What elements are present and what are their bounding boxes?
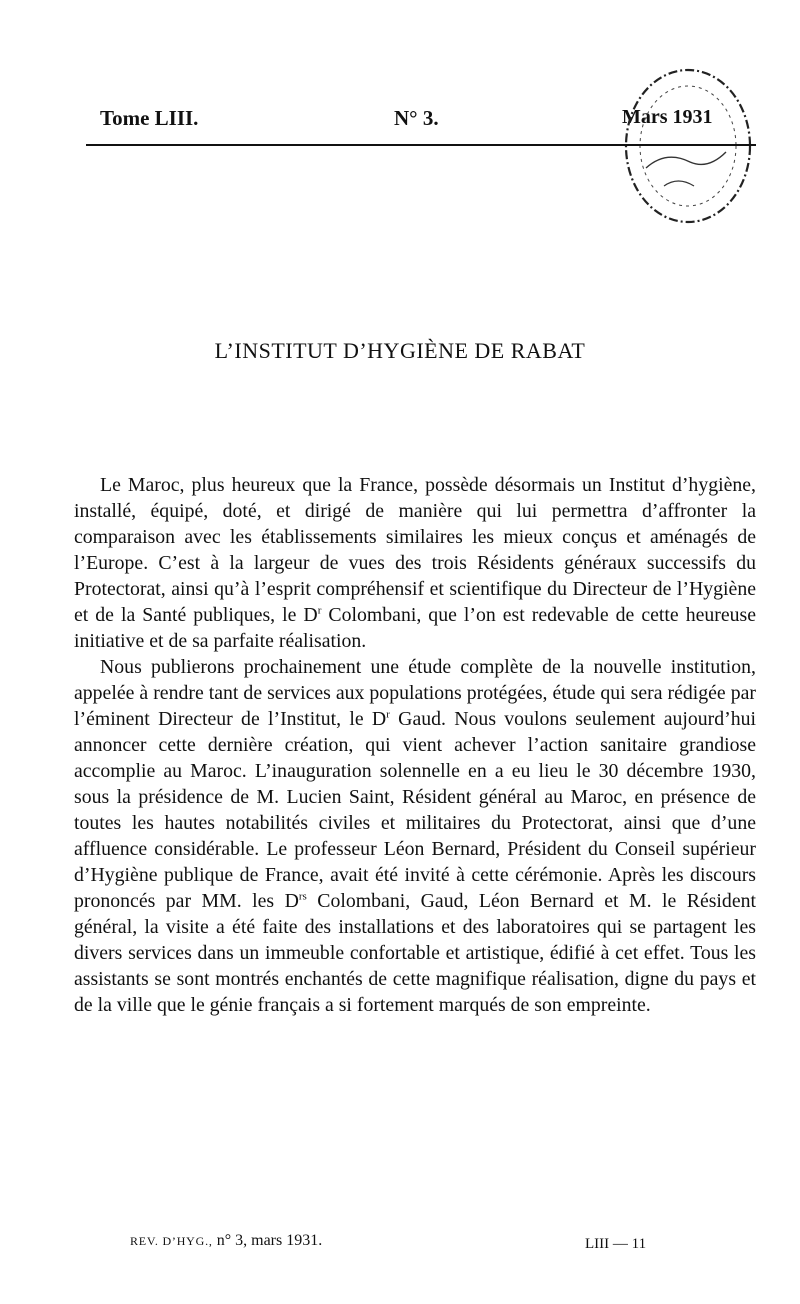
issue-number: N° 3. — [394, 106, 439, 130]
article-body — [74, 472, 756, 1018]
library-stamp — [616, 58, 756, 228]
journal-reference: REV. D’HYG., n° 3, mars 1931. — [130, 1232, 323, 1249]
paragraph-2: Nous publierons prochainement une étude complète de la nouvelle institution, appelée à rendre tant de services aux populations protégées, étude qui sera rédigée par l’éminent Directeur de l’Institut, le $D^r$ Gaud. Nous voulons seulement aujourd’hui annoncer cette dernière création, qui vient achever l’action sanitaire grandiose accomplie au Maroc. L’inauguration solennelle en a eu lieu le 30 décembre 1930, sous la présidence de M. Lucien Saint, Résident général au Maroc, en présence de toutes les hautes notabilités civiles et militaires du Protectorat, ainsi que d’une affluence considérable. Le professeur Léon Bernard, Président du Conseil supérieur d’Hygiène publique de France, avait été invité à cette cérémonie. Après les discours prononcés par MM. les $D^{rs}$ Colombani, Gaud, Léon Bernard et M. le Résident général, la visite a été faite des installations et des laboratoires qui se partagent les divers services dans un immeuble confortable et artistique, édifié à cet effet. Tous les assistants se sont montrés enchantés de cette magnifique réalisation, digne du pays et de la ville que le génie français a si fortement marqués de son empreinte. — [74, 656, 756, 1016]
volume-label: Tome LIII. — [100, 106, 199, 130]
paragraph-1: Le Maroc, plus heureux que la France, possède désormais un Institut d’hygiène, installé, équipé, doté, et dirigé de manière qui lui permettra d’affronter la comparaison avec les établissements similaires les mieux conçus et aménagés de l’Europe. C’est à la largeur de vues des trois Résidents généraux successifs du Protectorat, ainsi qu’à l’esprit compréhensif et scientifique du Directeur de l’Hygiène et de la Santé publiques, le $D^r$ Colombani, que l’on est redevable de cette heureuse initiative et de sa parfaite réalisation. — [74, 474, 756, 652]
header-rule — [86, 144, 756, 146]
issue-date: Mars 1931 — [622, 106, 713, 128]
article-title: L’INSTITUT D’HYGIÈNE DE RABAT — [214, 338, 586, 363]
page-number: LIII — 11 — [585, 1236, 647, 1252]
page-footer — [130, 1232, 690, 1256]
